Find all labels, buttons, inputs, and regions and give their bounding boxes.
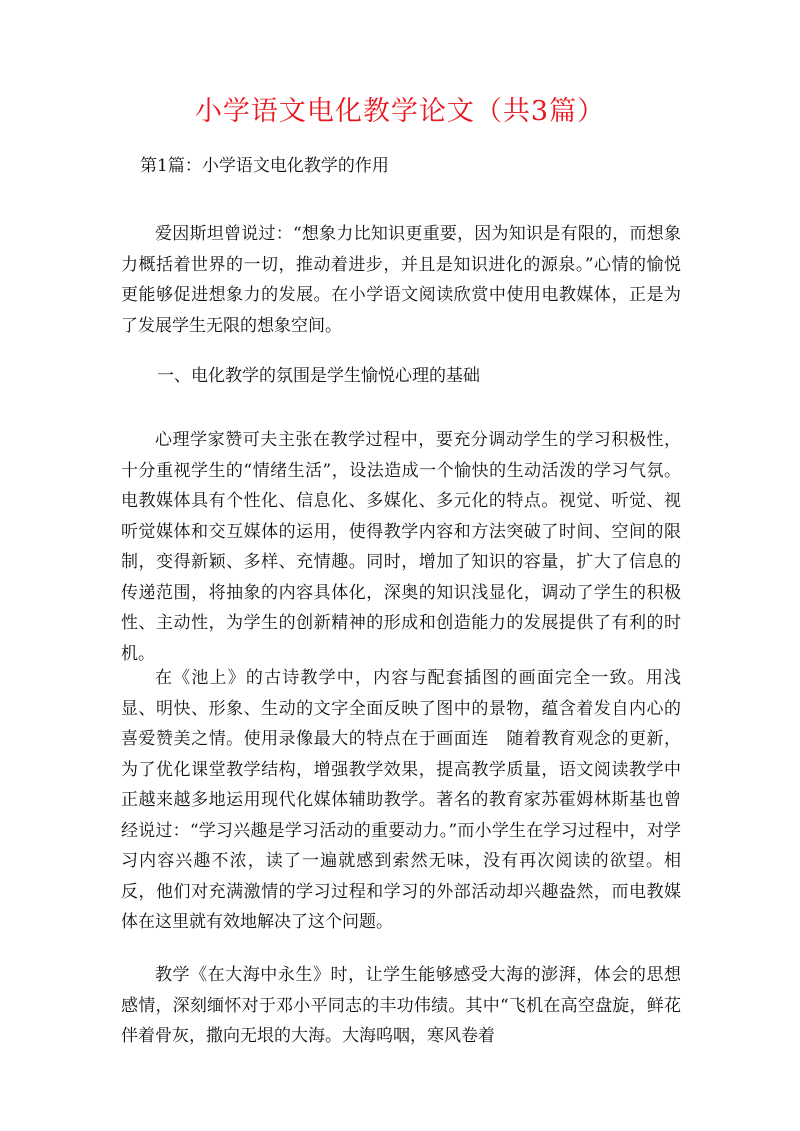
section-heading: 第1篇：小学语文电化教学的作用 — [140, 156, 389, 176]
paragraph-psychology: 心理学家赞可夫主张在教学过程中，要充分调动学生的学习积极性，十分重视学生的“情绪生活”，设法造成一个愉快的生动活泼的学习气氛。电教媒体具有个性化、信息化、多媒化、多元化的特点。视觉、听觉、视听觉媒体和交互媒体的运用，使得教学内容和方法突破了时间、空间的限制，变得新颖、多样、充情趣。同时，增加了知识的容量，扩大了信息的传递范围，将抽象的内容具体化，深奥的知识浅显化，调动了学生的积极性、主动性，为学生的创新精神的形成和创造能力的发展提供了有利的时机。 — [121, 430, 681, 664]
paragraph-chishang: 在《池上》的古诗教学中，内容与配套插图的画面完全一致。用浅显、明快、形象、生动的文字全面反映了图中的景物，蕴含着发自内心的喜爱赞美之情。使用录像最大的特点在于画面连 随着教育观念的更新，为了优化课堂教学结构，增强教学效果，提高教学质量，语文阅读教学中正越来越多地运用现代化媒体辅助教学。著名的教育家苏霍姆林斯基也曾经说过：“学习兴趣是学习活动的重要动力。”而小学生在学习过程中，对学习内容兴趣不浓，读了一遍就感到索然无味，没有再次阅读的欲望。相反，他们对充满激情的学习过程和学习的外部活动却兴趣盎然，而电教媒体在这里就有效地解决了这个问题。 — [121, 668, 681, 932]
document-title: 小学语文电化教学论文（共3篇） — [194, 96, 606, 127]
paragraph-intro: 爱因斯坦曾说过：“想象力比知识更重要，因为知识是有限的，而想象力概括着世界的一切，推动着进步，并且是知识进化的源泉。”心情的愉悦更能够促进想象力的发展。在小学语文阅读欣赏中使用电教媒体，正是为了发展学生无限的想象空间。 — [121, 224, 681, 336]
paragraph-dahai: 教学《在大海中永生》时，让学生能够感受大海的澎湃，体会的思想感情，深刻缅怀对于邓小平同志的丰功伟绩。其中“飞机在高空盘旋，鲜花伴着骨灰，撒向无垠的大海。大海呜咽，寒风卷着 — [121, 965, 681, 1046]
sub-heading: 一、电化教学的氛围是学生愉悦心理的基础 — [157, 366, 480, 386]
